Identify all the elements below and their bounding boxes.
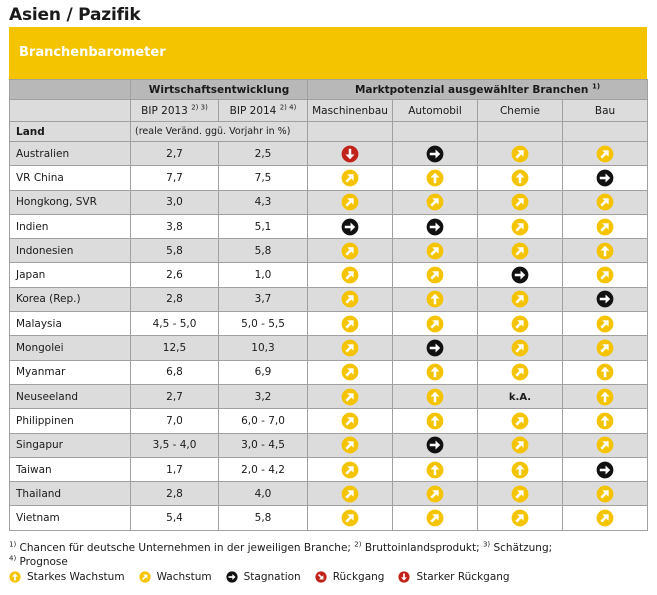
sector-cell-maschinenbau: [308, 360, 393, 384]
sector-cell-chemie: [478, 384, 563, 408]
sector-cell-automobil: [393, 506, 478, 530]
sector-cell-chemie: [478, 336, 563, 360]
sector-cell-chemie: [478, 263, 563, 287]
bip2013-cell: 7,0: [131, 409, 219, 433]
growth-icon: [596, 266, 614, 284]
sector-cell-bau: [563, 312, 648, 336]
header-blank: [563, 122, 648, 142]
sector-cell-automobil: [393, 166, 478, 190]
header-market-note: 1): [592, 82, 601, 90]
footnote-4: Prognose: [19, 556, 68, 568]
growth-icon: [596, 436, 614, 454]
strong-growth-icon: [426, 461, 444, 479]
land-cell: Taiwan: [10, 457, 131, 481]
growth-icon: [596, 193, 614, 211]
bip2014-cell: 3,2: [219, 384, 308, 408]
growth-icon: [426, 485, 444, 503]
sector-cell-bau: [563, 263, 648, 287]
growth-icon: [596, 339, 614, 357]
growth-icon: [341, 169, 359, 187]
bip2013-cell: 12,5: [131, 336, 219, 360]
sector-cell-chemie: [478, 312, 563, 336]
growth-icon: [596, 218, 614, 236]
bip2014-cell: 1,0: [219, 263, 308, 287]
footnote-3: Schätzung;: [493, 542, 553, 554]
table-row: [10, 433, 648, 457]
sector-cell-automobil: [393, 239, 478, 263]
growth-icon: [426, 315, 444, 333]
header-bip2013-label: BIP 2013: [141, 104, 188, 117]
table-row: [10, 312, 648, 336]
bip2013-cell: 4,5 - 5,0: [131, 312, 219, 336]
stagnation-icon: [511, 266, 529, 284]
header-sector-chemie: Chemie: [478, 100, 563, 122]
barometer-table: [9, 79, 648, 531]
legend-item: [398, 571, 509, 583]
growth-icon: [341, 290, 359, 308]
bip2014-cell: 5,0 - 5,5: [219, 312, 308, 336]
table-row: [10, 166, 648, 190]
header-empty: [10, 80, 131, 100]
bip2013-cell: 2,7: [131, 384, 219, 408]
table-row: [10, 287, 648, 311]
sector-cell-maschinenbau: [308, 457, 393, 481]
growth-icon: [596, 509, 614, 527]
land-cell: Japan: [10, 263, 131, 287]
land-cell: Neuseeland: [10, 384, 131, 408]
sector-cell-automobil: [393, 457, 478, 481]
bip2013-cell: 1,7: [131, 457, 219, 481]
sector-cell-bau: [563, 360, 648, 384]
stagnation-icon: [341, 218, 359, 236]
land-cell: Vietnam: [10, 506, 131, 530]
bip2013-cell: 2,7: [131, 142, 219, 166]
sector-cell-maschinenbau: [308, 312, 393, 336]
legend-item: [315, 571, 385, 583]
sector-cell-maschinenbau: [308, 214, 393, 238]
bip2014-cell: 2,5: [219, 142, 308, 166]
strong-growth-icon: [596, 388, 614, 406]
strong-growth-icon: [596, 363, 614, 381]
sector-cell-maschinenbau: [308, 482, 393, 506]
sector-cell-automobil: [393, 263, 478, 287]
bip2013-cell: 2,6: [131, 263, 219, 287]
strong-growth-icon: [596, 242, 614, 260]
land-cell: Myanmar: [10, 360, 131, 384]
stagnation-icon: [426, 145, 444, 163]
bip2014-cell: 3,0 - 4,5: [219, 433, 308, 457]
growth-icon: [511, 242, 529, 260]
bip2014-cell: 5,8: [219, 506, 308, 530]
table-row: [10, 263, 648, 287]
header-land: Land: [10, 122, 131, 142]
sector-cell-maschinenbau: [308, 384, 393, 408]
growth-icon: [426, 509, 444, 527]
sector-cell-chemie: [478, 457, 563, 481]
growth-icon: [426, 242, 444, 260]
header-bip2013: [131, 100, 219, 122]
growth-icon: [511, 363, 529, 381]
sector-cell-bau: [563, 142, 648, 166]
sector-cell-maschinenbau: [308, 142, 393, 166]
table-row: [10, 409, 648, 433]
strong-growth-icon: [9, 571, 21, 583]
table-row: [10, 214, 648, 238]
decline-icon: [315, 571, 327, 583]
legend-item: [139, 571, 212, 583]
header-bip2014-label: BIP 2014: [229, 104, 277, 117]
growth-icon: [341, 485, 359, 503]
sector-cell-bau: [563, 166, 648, 190]
header-market: [308, 80, 648, 100]
header-market-label: Marktpotenzial ausgewählter Branchen: [354, 83, 589, 96]
sector-cell-chemie: [478, 482, 563, 506]
growth-icon: [511, 509, 529, 527]
legend-label: Starker Rückgang: [416, 571, 510, 583]
table-row: [10, 239, 648, 263]
land-cell: Thailand: [10, 482, 131, 506]
sector-cell-automobil: [393, 360, 478, 384]
sector-cell-chemie: [478, 166, 563, 190]
sector-cell-maschinenbau: [308, 409, 393, 433]
land-cell: Indien: [10, 214, 131, 238]
strong-growth-icon: [511, 461, 529, 479]
strong-growth-icon: [426, 363, 444, 381]
legend-label: Starkes Wachstum: [27, 571, 125, 583]
growth-icon: [341, 436, 359, 454]
sector-cell-bau: [563, 214, 648, 238]
table-row: [10, 384, 648, 408]
strong-growth-icon: [426, 169, 444, 187]
stagnation-icon: [426, 339, 444, 357]
header-row-groups: [10, 80, 648, 100]
sector-cell-chemie: [478, 142, 563, 166]
growth-icon: [341, 363, 359, 381]
growth-icon: [426, 193, 444, 211]
growth-icon: [596, 485, 614, 503]
bip2013-cell: 3,5 - 4,0: [131, 433, 219, 457]
stagnation-icon: [596, 290, 614, 308]
sector-cell-chemie: [478, 506, 563, 530]
sector-cell-bau: [563, 336, 648, 360]
sector-cell-bau: [563, 409, 648, 433]
sector-cell-bau: [563, 287, 648, 311]
stagnation-icon: [426, 436, 444, 454]
sector-cell-maschinenbau: [308, 239, 393, 263]
sector-cell-maschinenbau: [308, 336, 393, 360]
legend-label: Wachstum: [156, 571, 212, 583]
sector-cell-chemie: [478, 190, 563, 214]
bip2014-cell: 5,1: [219, 214, 308, 238]
bip2013-cell: 2,8: [131, 287, 219, 311]
strong-growth-icon: [596, 412, 614, 430]
header-row-units: [10, 122, 648, 142]
sector-cell-chemie: [478, 239, 563, 263]
legend-label: Stagnation: [243, 571, 301, 583]
land-cell: Philippinen: [10, 409, 131, 433]
growth-icon: [341, 193, 359, 211]
growth-icon: [511, 218, 529, 236]
header-bip2014: [219, 100, 308, 122]
bip2014-cell: 3,7: [219, 287, 308, 311]
sector-cell-bau: [563, 384, 648, 408]
stagnation-icon: [426, 218, 444, 236]
growth-icon: [511, 412, 529, 430]
footnote-1-mark: 1): [9, 540, 17, 549]
bip2013-cell: 2,8: [131, 482, 219, 506]
sector-cell-automobil: [393, 336, 478, 360]
bip2014-cell: 2,0 - 4,2: [219, 457, 308, 481]
sector-cell-automobil: [393, 214, 478, 238]
land-cell: Indonesien: [10, 239, 131, 263]
sector-cell-chemie: [478, 360, 563, 384]
bip2013-cell: 6,8: [131, 360, 219, 384]
table-row: [10, 190, 648, 214]
header-economy: Wirtschaftsentwicklung: [131, 80, 308, 100]
footnote-3-mark: 3): [482, 540, 491, 549]
sector-cell-bau: [563, 433, 648, 457]
strong-growth-icon: [426, 388, 444, 406]
sector-cell-maschinenbau: [308, 166, 393, 190]
sector-cell-automobil: [393, 142, 478, 166]
growth-icon: [511, 290, 529, 308]
legend-item: [9, 571, 125, 583]
bip2014-cell: 4,0: [219, 482, 308, 506]
strong-decline-icon: [398, 571, 410, 583]
banner-title: Branchenbarometer: [19, 45, 166, 60]
growth-icon: [596, 315, 614, 333]
land-cell: Korea (Rep.): [10, 287, 131, 311]
growth-icon: [426, 266, 444, 284]
table-row: [10, 142, 648, 166]
bip2013-cell: 7,7: [131, 166, 219, 190]
sector-cell-bau: [563, 239, 648, 263]
sector-cell-chemie: [478, 214, 563, 238]
sector-cell-chemie: [478, 433, 563, 457]
banner: [9, 27, 647, 79]
land-cell: Hongkong, SVR: [10, 190, 131, 214]
land-cell: Mongolei: [10, 336, 131, 360]
growth-icon: [341, 315, 359, 333]
bip2014-cell: 4,3: [219, 190, 308, 214]
header-unit-note: (reale Veränd. ggü. Vorjahr in %): [131, 122, 308, 142]
sector-cell-automobil: [393, 312, 478, 336]
land-cell: Malaysia: [10, 312, 131, 336]
footnote-2-mark: 2): [354, 540, 362, 549]
table-row: [10, 482, 648, 506]
sector-cell-maschinenbau: [308, 190, 393, 214]
table-row: [10, 336, 648, 360]
table-row: [10, 360, 648, 384]
growth-icon: [511, 436, 529, 454]
sector-cell-automobil: [393, 190, 478, 214]
bip2014-cell: 10,3: [219, 336, 308, 360]
growth-icon: [341, 412, 359, 430]
header-blank: [393, 122, 478, 142]
growth-icon: [511, 193, 529, 211]
bip2014-cell: 6,9: [219, 360, 308, 384]
sector-cell-maschinenbau: [308, 287, 393, 311]
header-bip2013-note: 2) 3): [191, 103, 208, 111]
sector-cell-bau: [563, 457, 648, 481]
strong-growth-icon: [511, 169, 529, 187]
sector-cell-bau: [563, 190, 648, 214]
footnote-line-2: [9, 556, 68, 568]
header-bip2014-note: 2) 4): [279, 103, 297, 111]
sector-cell-maschinenbau: [308, 506, 393, 530]
sector-cell-chemie: [478, 409, 563, 433]
land-cell: Singapur: [10, 433, 131, 457]
bip2014-cell: 5,8: [219, 239, 308, 263]
growth-icon: [596, 145, 614, 163]
page-title: Asien / Pazifik: [9, 5, 141, 25]
growth-icon: [341, 266, 359, 284]
header-sector-bau: Bau: [563, 100, 648, 122]
footnote-2: Bruttoinlandsprodukt;: [364, 542, 480, 554]
header-empty-2: [10, 100, 131, 122]
legend-label: Rückgang: [332, 571, 385, 583]
footnote-1: Chancen für deutsche Unternehmen in der jeweiligen Branche;: [19, 542, 351, 554]
sector-cell-maschinenbau: [308, 263, 393, 287]
strong-decline-icon: [341, 145, 359, 163]
header-sector-maschinenbau: Maschinenbau: [308, 100, 393, 122]
footnote-4-mark: 4): [9, 554, 17, 563]
sector-cell-automobil: [393, 482, 478, 506]
header-blank: [308, 122, 393, 142]
growth-icon: [511, 339, 529, 357]
land-cell: VR China: [10, 166, 131, 190]
growth-icon: [341, 509, 359, 527]
sector-cell-bau: [563, 482, 648, 506]
bip2013-cell: 3,8: [131, 214, 219, 238]
stagnation-icon: [596, 169, 614, 187]
footnote-line-1: [9, 542, 552, 554]
growth-icon: [139, 571, 151, 583]
bip2013-cell: 5,4: [131, 506, 219, 530]
bip2013-cell: 5,8: [131, 239, 219, 263]
growth-icon: [341, 339, 359, 357]
growth-icon: [511, 485, 529, 503]
header-blank: [478, 122, 563, 142]
strong-growth-icon: [426, 290, 444, 308]
sector-cell-automobil: [393, 384, 478, 408]
bip2014-cell: 7,5: [219, 166, 308, 190]
not-available-label: k.A.: [508, 391, 532, 403]
growth-icon: [341, 242, 359, 260]
growth-icon: [511, 145, 529, 163]
stagnation-icon: [596, 461, 614, 479]
table-row: [10, 457, 648, 481]
table-row: [10, 506, 648, 530]
legend-item: [226, 571, 301, 583]
sector-cell-automobil: [393, 409, 478, 433]
stagnation-icon: [226, 571, 238, 583]
sector-cell-automobil: [393, 287, 478, 311]
sector-cell-automobil: [393, 433, 478, 457]
sector-cell-bau: [563, 506, 648, 530]
legend: [9, 571, 524, 583]
sector-cell-chemie: [478, 287, 563, 311]
land-cell: Australien: [10, 142, 131, 166]
header-row-columns: [10, 100, 648, 122]
growth-icon: [341, 388, 359, 406]
header-sector-automobil: Automobil: [393, 100, 478, 122]
sector-cell-maschinenbau: [308, 433, 393, 457]
growth-icon: [511, 315, 529, 333]
bip2014-cell: 6,0 - 7,0: [219, 409, 308, 433]
growth-icon: [341, 461, 359, 479]
bip2013-cell: 3,0: [131, 190, 219, 214]
strong-growth-icon: [426, 412, 444, 430]
